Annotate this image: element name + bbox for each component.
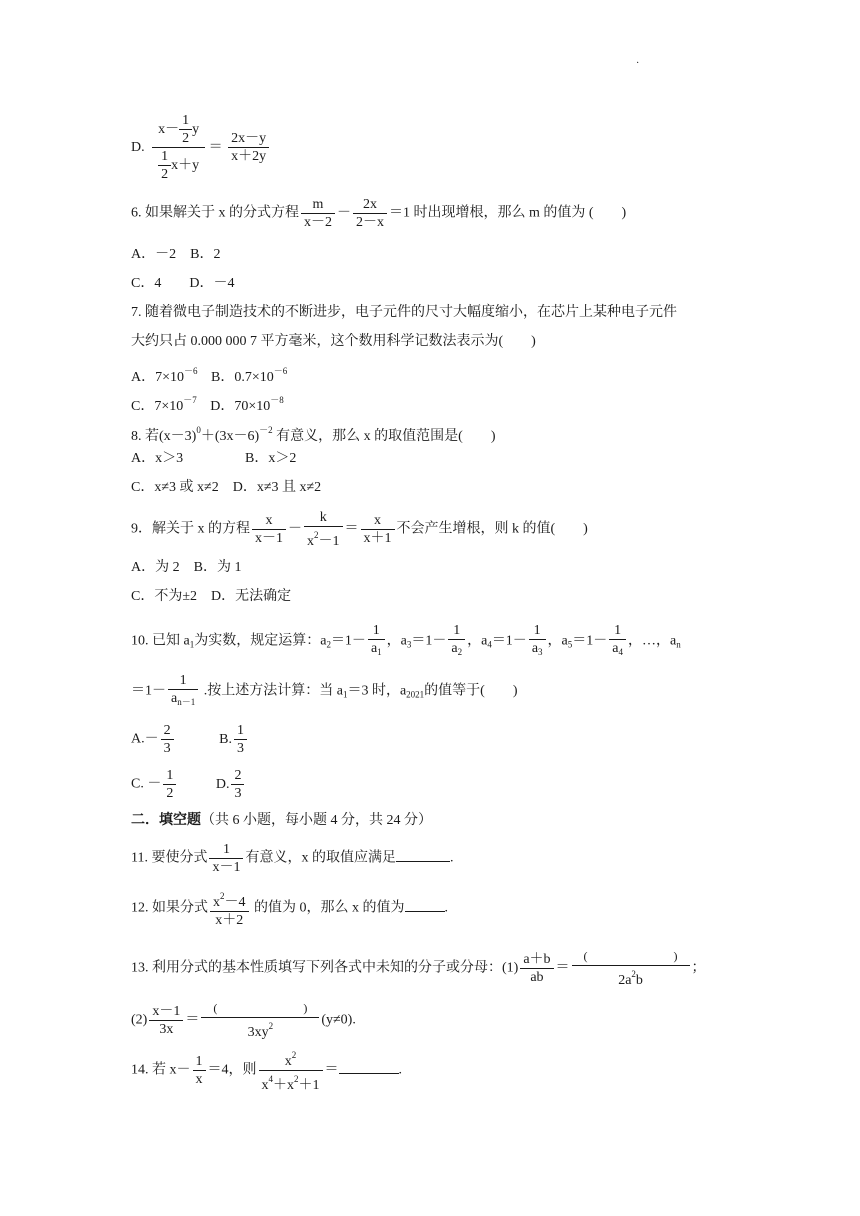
q8-options-ab: A．x＞3 B．x＞2: [131, 451, 297, 466]
question-8: 8. 若$(x-3)^0+(3x-6)^{-2}$ 有意义，那么 x 的取值范围是( ): [131, 425, 496, 444]
q8-options-cd: C．x≠3 或 x≠2 D．x≠3 且 x≠2: [131, 480, 322, 495]
q5d-label: D.: [131, 139, 145, 155]
q6-options-cd: C．4 D．－4: [131, 276, 235, 291]
q10-line-1: 10. 已知 $a_1$为实数，规定运算：$a_2=1-$ $\frac{1}{a_1}$ ，$a_3=1-$ $\frac{1}{a_2}$ ，$a_4=1-$ $\frac{1}{a_3}$ ，$a_5=1-$ $\frac{1}{a_4}$ ，…，$a_n$: [131, 623, 681, 657]
q7-options-ab: A．$7\times 10^{-6}$ B．$0.7\times 10^{-6}$: [131, 366, 288, 385]
question-12: 12. 如果分式 $\frac{x^2-4}{x+2}$ 的值为 0，那么 x 的值为 .: [131, 888, 448, 929]
q13-blank-numerator-1[interactable]: $\frac{( )}{2a^2b}$: [572, 948, 690, 989]
q7-line-2: 大约只占 0.000 000 7 平方毫米，这个数用科学记数法表示为( ): [131, 334, 536, 349]
q11-answer-blank[interactable]: [396, 847, 450, 862]
question-11: 11. 要使分式 $\frac{1}{x-1}$ 有意义，x 的取值应满足 .: [131, 842, 454, 875]
q10-options-ab: A.－ $\frac{2}{3}$ B. $\frac{1}{3}$: [131, 722, 249, 757]
question-9: 9．解关于 x 的方程 $\frac{x}{x-1}$ － $\frac{k}{x^2-1}$ ＝ $\frac{x}{x+1}$ 不会产生增根，则 k 的值( ): [131, 510, 588, 549]
q5-option-d: D. x－ $\frac{1}{2}$ y $\frac{1}{2}$ x＋y ＝ $\frac{2x-y}{x+2y}$: [131, 112, 271, 183]
q13-line-2: (2) $\frac{x-1}{3x}$ ＝ $\frac{( )}{3xy^2}$ (y≠0).: [131, 1001, 356, 1040]
section-2-heading: 二．填空题（共 6 小题，每小题 4 分，共 24 分）: [131, 811, 432, 828]
q5d-complex-fraction: x－ $\frac{1}{2}$ y $\frac{1}{2}$ x＋y: [152, 112, 205, 183]
q9-options-ab: A．为 2 B．为 1: [131, 560, 242, 575]
page-mark: ·: [636, 58, 640, 69]
question-6: 6. 如果解关于 x 的分式方程 $\frac{m}{x-2}$ － $\frac{2x}{2-x}$ ＝1 时出现增根，那么 m 的值为 ( ): [131, 197, 627, 230]
q13-blank-numerator-2[interactable]: $\frac{( )}{3xy^2}$: [201, 1000, 319, 1041]
q13-line-1: 13. 利用分式的基本性质填写下列各式中未知的分子或分母：(1) $\frac{a+b}{ab}$ ＝ $\frac{( )}{2a^2b}$ ；: [131, 949, 706, 988]
q12-answer-blank[interactable]: [405, 897, 445, 912]
q10-options-cd: C. － $\frac{1}{2}$ D. $\frac{2}{3}$: [131, 767, 246, 802]
q5d-rhs-fraction: $\frac{2x-y}{x+2y}$: [228, 130, 269, 165]
q6-options-ab: A．－2 B．2: [131, 247, 221, 262]
q9-options-cd: C．不为±2 D．无法确定: [131, 589, 292, 604]
q10-line-2: ＝1－ $\frac{1}{a_{n-1}}$ .按上述方法计算：当 $a_1=3$ 时，$a_{2021}$的值等于( ): [131, 673, 518, 707]
q7-options-cd: C．$7\times 10^{-7}$ D．$70\times 10^{-8}$: [131, 395, 284, 414]
q14-answer-blank[interactable]: [339, 1059, 399, 1074]
question-14: 14. 若 x－ $\frac{1}{x}$ ＝4，则 $\frac{x^2}{x^4+x^2+1}$ ＝ .: [131, 1047, 402, 1094]
q7-line-1: 7. 随着微电子制造技术的不断进步，电子元件的尺寸大幅度缩小，在芯片上某种电子元件: [131, 305, 677, 320]
